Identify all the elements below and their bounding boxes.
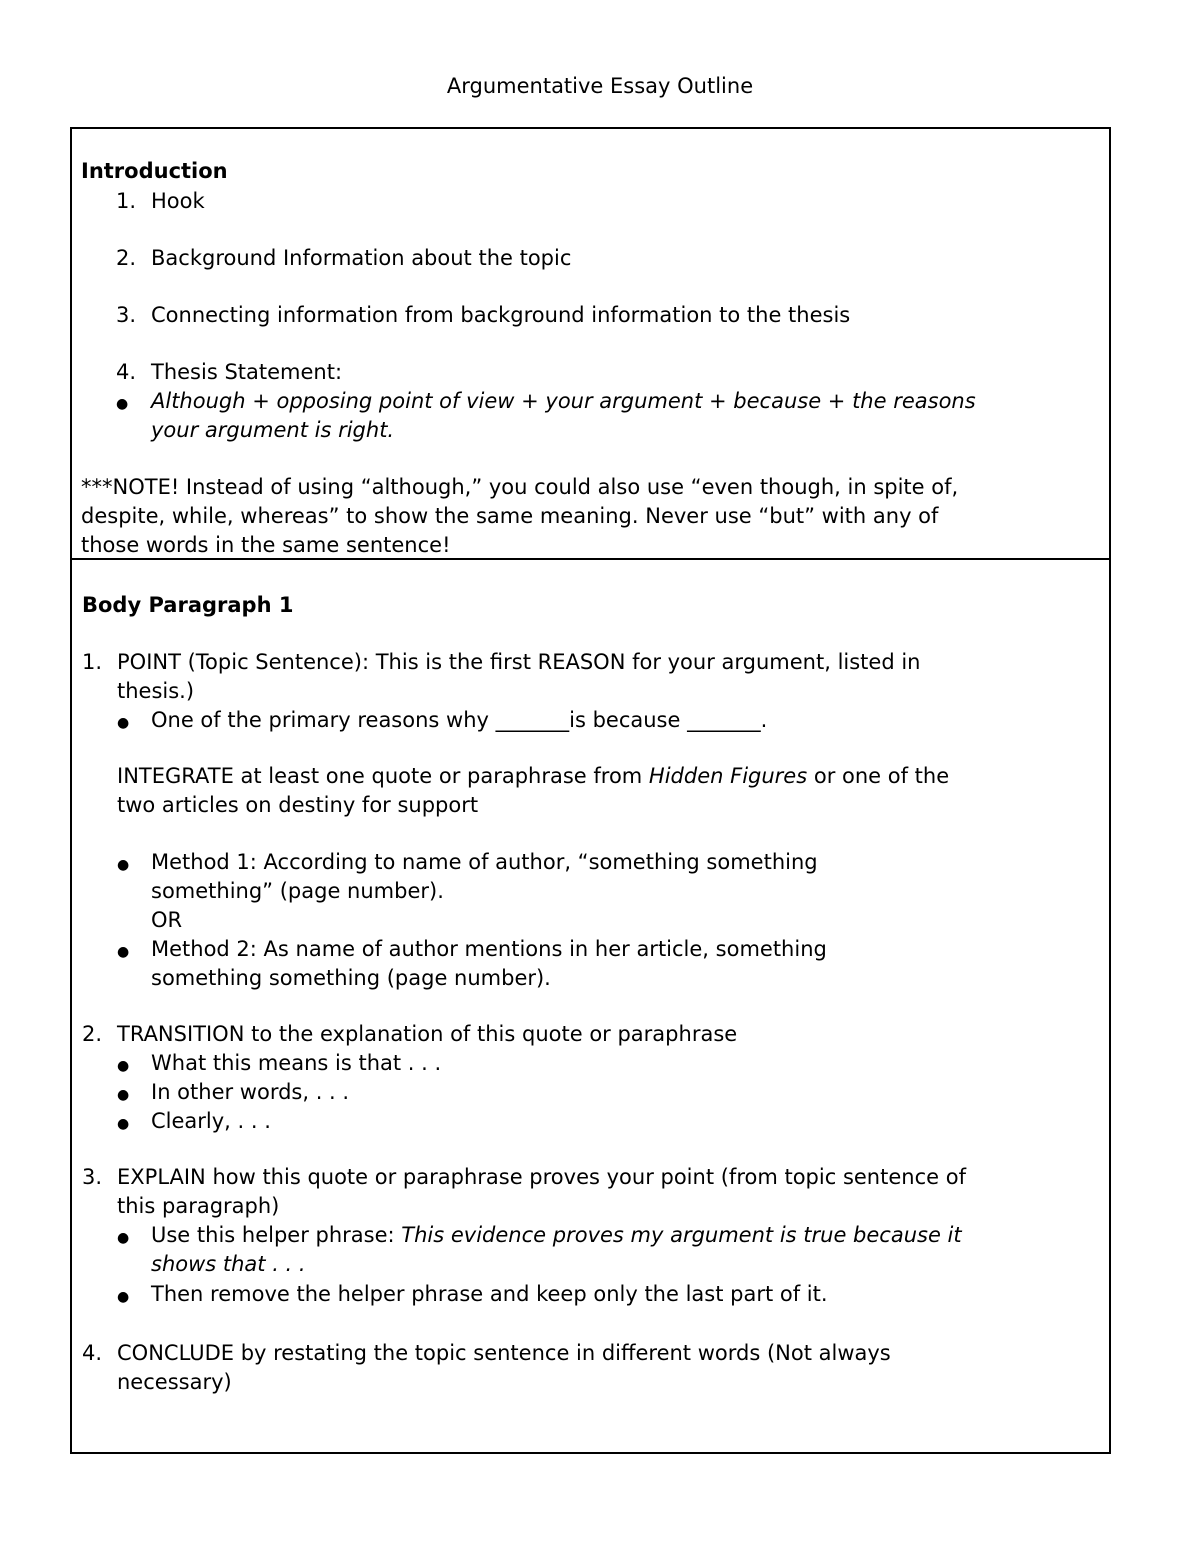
integrate-pre: INTEGRATE at least one quote or paraphrase from <box>117 764 649 788</box>
intro-item-number: 4. <box>116 360 137 384</box>
method-1-line: Method 1: According to name of author, “something something <box>151 850 818 874</box>
helper-phrase-line <box>151 1221 962 1250</box>
explain-line: EXPLAIN how this quote or paraphrase proves your point (from topic sentence of <box>117 1165 966 1189</box>
note-line: despite, while, whereas” to show the same meaning. Never use “but” with any of <box>81 504 939 528</box>
transition-bullet: In other words, . . . <box>151 1080 350 1104</box>
intro-item-hook: Hook <box>151 189 205 213</box>
document-title: Argumentative Essay Outline <box>446 74 754 98</box>
explain-number: 3. <box>82 1165 103 1189</box>
integrate-post: or one of the <box>807 764 950 788</box>
bullet-icon: ● <box>117 1289 130 1305</box>
point-bullet: One of the primary reasons why _______is because _______. <box>151 708 768 732</box>
method-2-line: something something (page number). <box>151 966 551 990</box>
bullet-icon: ● <box>117 1087 130 1103</box>
bullet-icon: ● <box>117 857 130 873</box>
intro-item-number: 1. <box>116 189 137 213</box>
introduction-section <box>70 127 1111 560</box>
explain-line: this paragraph) <box>117 1194 280 1218</box>
conclude-line: CONCLUDE by restating the topic sentence in different words (Not always <box>117 1341 891 1365</box>
transition-number: 2. <box>82 1022 103 1046</box>
body-paragraph-heading: Body Paragraph 1 <box>82 593 294 617</box>
method-2-line: Method 2: As name of author mentions in her article, something <box>151 937 827 961</box>
or-label: OR <box>151 908 183 932</box>
introduction-heading: Introduction <box>81 159 228 183</box>
intro-item-thesis: Thesis Statement: <box>151 360 343 384</box>
bullet-icon: ● <box>117 1058 130 1074</box>
point-line: thesis.) <box>117 679 195 703</box>
intro-item-background: Background Information about the topic <box>151 246 572 270</box>
helper-phrase-text-2: shows that . . . <box>151 1252 306 1276</box>
note-line: ***NOTE! Instead of using “although,” you could also use “even though, in spite of, <box>81 475 959 499</box>
body-paragraph-section <box>70 558 1111 1454</box>
transition-bullet: What this means is that . . . <box>151 1051 442 1075</box>
intro-item-number: 2. <box>116 246 137 270</box>
integrate-line <box>117 762 949 791</box>
conclude-number: 4. <box>82 1341 103 1365</box>
thesis-formula-line: Although + opposing point of view + your argument + because + the reasons <box>151 389 976 413</box>
bullet-icon: ● <box>117 1230 130 1246</box>
intro-item-connecting: Connecting information from background information to the thesis <box>151 303 851 327</box>
bullet-icon: ● <box>117 715 130 731</box>
method-1-line: something” (page number). <box>151 879 444 903</box>
point-line: POINT (Topic Sentence): This is the first REASON for your argument, listed in <box>117 650 921 674</box>
helper-phrase-label: Use this helper phrase: <box>151 1223 402 1247</box>
helper-phrase-text: This evidence proves my argument is true because it <box>401 1223 962 1247</box>
note-line: those words in the same sentence! <box>81 533 451 557</box>
point-number: 1. <box>82 650 103 674</box>
explain-bullet: Then remove the helper phrase and keep only the last part of it. <box>151 1282 828 1306</box>
conclude-line: necessary) <box>117 1370 232 1394</box>
transition-bullet: Clearly, . . . <box>151 1109 271 1133</box>
integrate-line-2: two articles on destiny for support <box>117 793 479 817</box>
transition-line: TRANSITION to the explanation of this quote or paraphrase <box>117 1022 738 1046</box>
intro-item-number: 3. <box>116 303 137 327</box>
bullet-icon: ● <box>116 396 129 412</box>
bullet-icon: ● <box>117 944 130 960</box>
bullet-icon: ● <box>117 1116 130 1132</box>
integrate-title: Hidden Figures <box>648 764 808 788</box>
thesis-formula-line: your argument is right. <box>151 418 395 442</box>
